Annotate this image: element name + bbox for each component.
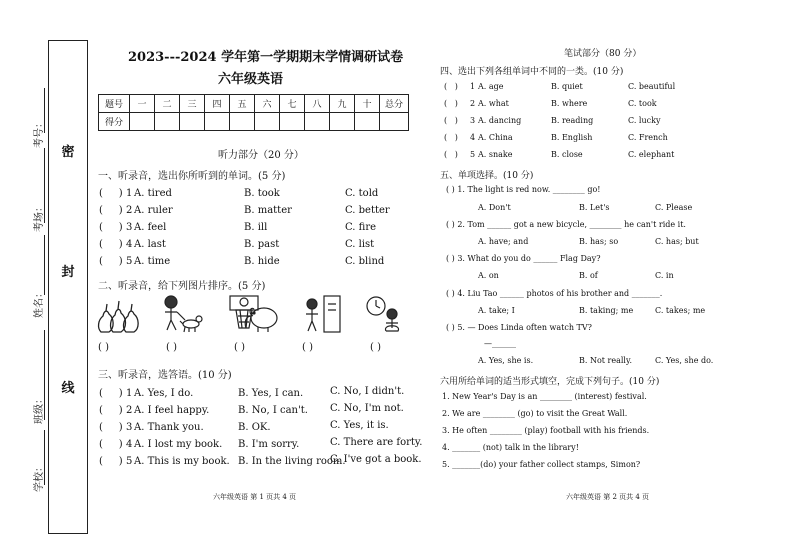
- score-header-cell: 八: [305, 95, 330, 113]
- option-c: C. No, I didn't.: [330, 386, 405, 397]
- option-a: A. China: [478, 133, 513, 142]
- option-c: C. fire: [345, 222, 377, 233]
- section6-title: 六用所给单词的适当形式填空，完成下列句子。(10 分): [440, 377, 660, 387]
- option-c: C. Please: [655, 203, 693, 212]
- option-a: A. ruler: [134, 205, 173, 216]
- section5-answer-line[interactable]: —______: [484, 339, 516, 348]
- score-cell[interactable]: [130, 113, 155, 131]
- section1-item-num: 2: [126, 205, 133, 216]
- score-header-cell: 一: [130, 95, 155, 113]
- section3-item-num: 1: [126, 388, 133, 399]
- section3-item-num: 3: [126, 422, 133, 433]
- section5-question[interactable]: ( ) 5. — Does Linda often watch TV?: [446, 323, 592, 332]
- section4-item-num: 3: [470, 116, 476, 125]
- option-b: B. Yes, I can.: [238, 388, 304, 399]
- option-c: C. There are forty.: [330, 437, 423, 448]
- section4-item-num: 5: [470, 150, 476, 159]
- section3-item-paren[interactable]: ( ): [99, 456, 123, 467]
- page-footer: 六年级英语 第 2 页共 4 页: [566, 493, 650, 501]
- option-a: A. tired: [134, 188, 172, 199]
- score-cell[interactable]: [180, 113, 205, 131]
- section1-item-paren[interactable]: ( ): [99, 188, 123, 199]
- section4-item-paren[interactable]: ( ): [444, 99, 458, 108]
- option-c: C. lucky: [628, 116, 661, 125]
- option-c: C. better: [345, 205, 390, 216]
- score-cell[interactable]: [280, 113, 305, 131]
- section5-question[interactable]: ( ) 4. Liu Tao ______ photos of his brother and _______.: [446, 289, 663, 298]
- section3-item-num: 5: [126, 456, 133, 467]
- option-c: C. blind: [345, 256, 385, 267]
- option-b: B. where: [551, 99, 588, 108]
- girl-with-dog-icon: [155, 294, 205, 334]
- score-cell[interactable]: [205, 113, 230, 131]
- score-cell[interactable]: [155, 113, 180, 131]
- fill-blank-item[interactable]: 4. _______ (not) talk in the library!: [442, 443, 579, 452]
- fill-blank-item[interactable]: 1. New Year's Day is an ________ (interest) festival.: [442, 392, 647, 401]
- option-b: B. Not really.: [579, 356, 632, 365]
- option-b: B. Let's: [579, 203, 610, 212]
- elephant-icon: [240, 294, 290, 334]
- option-b: B. No, I can't.: [238, 405, 308, 416]
- section4-item-paren[interactable]: ( ): [444, 150, 458, 159]
- score-header-cell: 总分: [380, 95, 409, 113]
- option-b: B. close: [551, 150, 583, 159]
- section4-title: 四、选出下列各组单词中不同的一类。(10 分): [440, 67, 624, 77]
- option-b: B. has; so: [579, 237, 619, 246]
- section5-question[interactable]: ( ) 1. The light is red now. ________ go!: [446, 185, 601, 194]
- section1-item-paren[interactable]: ( ): [99, 239, 123, 250]
- section1-item-num: 4: [126, 239, 133, 250]
- class-label: 班级：: [34, 394, 45, 424]
- section4-item-paren[interactable]: ( ): [444, 82, 458, 91]
- option-a: A. have; and: [478, 237, 529, 246]
- option-b: B. ill: [244, 222, 268, 233]
- section1-item-num: 1: [126, 188, 133, 199]
- option-a: A. on: [478, 271, 499, 280]
- option-a: A. last: [134, 239, 166, 250]
- score-header-cell: 二: [155, 95, 180, 113]
- section3-item-paren[interactable]: ( ): [99, 422, 123, 433]
- section4-item-num: 4: [470, 133, 476, 142]
- section4-item-paren[interactable]: ( ): [444, 133, 458, 142]
- score-header-cell: 六: [255, 95, 280, 113]
- option-c: C. list: [345, 239, 375, 250]
- option-c: C. I've got a book.: [330, 454, 422, 465]
- section3-title: 三、听录音，选答语。(10 分): [98, 370, 232, 381]
- pears-icon: [95, 294, 145, 334]
- score-row-label: 得分: [99, 113, 130, 131]
- score-header-cell: 九: [330, 95, 355, 113]
- boy-with-clock-icon: [362, 294, 412, 334]
- name-label: 姓名：: [34, 288, 45, 318]
- page-subtitle: 六年级英语: [218, 72, 284, 87]
- section1-item-num: 5: [126, 256, 133, 267]
- option-a: A. This is my book.: [134, 456, 230, 467]
- score-cell[interactable]: [255, 113, 280, 131]
- school-label: 学校：: [34, 462, 45, 492]
- score-table: [98, 94, 409, 131]
- option-a: A. dancing: [478, 116, 522, 125]
- section5-question[interactable]: ( ) 2. Tom ______ got a new bicycle, ________ he can't ride it.: [446, 220, 686, 229]
- option-a: A. Yes, I do.: [134, 388, 194, 399]
- seal-word-xian: 线: [61, 381, 75, 396]
- score-header-cell: 五: [230, 95, 255, 113]
- section1-item-num: 3: [126, 222, 133, 233]
- binding-line: [44, 235, 45, 295]
- option-a: A. I feel happy.: [134, 405, 210, 416]
- option-c: C. Yes, it is.: [330, 420, 389, 431]
- option-b: B. English: [551, 133, 593, 142]
- picture-order-paren[interactable]: ( ): [234, 342, 245, 353]
- section3-item-paren[interactable]: ( ): [99, 388, 123, 399]
- option-c: C. takes; me: [655, 306, 706, 315]
- option-a: A. age: [478, 82, 504, 91]
- section1-title: 一、听录音，选出你所听到的单词。(5 分): [98, 171, 286, 182]
- section1-item-paren[interactable]: ( ): [99, 222, 123, 233]
- page-footer: 六年级英语 第 1 页共 4 页: [213, 493, 297, 501]
- score-header-cell: 七: [280, 95, 305, 113]
- option-b: B. matter: [244, 205, 292, 216]
- score-cell[interactable]: [355, 113, 380, 131]
- fill-blank-item[interactable]: 2. We are ________ (go) to visit the Great Wall.: [442, 409, 628, 418]
- seal-word-mi: 密: [61, 145, 75, 160]
- option-c: C. French: [628, 133, 668, 142]
- section5-title: 五、单项选择。(10 分): [440, 171, 534, 181]
- option-c: C. beautiful: [628, 82, 676, 91]
- section5-question[interactable]: ( ) 3. What do you do ______ Flag Day?: [446, 254, 601, 263]
- children-at-door-icon: [298, 294, 348, 334]
- option-c: C. has; but: [655, 237, 699, 246]
- option-c: C. told: [345, 188, 379, 199]
- exam-number-label: 考号：: [34, 118, 45, 148]
- picture-order-paren[interactable]: ( ): [98, 342, 109, 353]
- option-c: C. No, I'm not.: [330, 403, 404, 414]
- section4-item-num: 1: [470, 82, 476, 91]
- section3-item-num: 2: [126, 405, 133, 416]
- option-a: A. take; I: [478, 306, 515, 315]
- option-b: B. quiet: [551, 82, 583, 91]
- option-c: C. in: [655, 271, 674, 280]
- option-a: A. I lost my book.: [134, 439, 223, 450]
- option-b: B. taking; me: [579, 306, 634, 315]
- option-b: B. past: [244, 239, 280, 250]
- option-b: B. reading: [551, 116, 594, 125]
- section3-item-num: 4: [126, 439, 133, 450]
- seal-word-feng: 封: [61, 265, 75, 280]
- score-header-cell: 题号: [99, 95, 130, 113]
- exam-room-label: 考场：: [34, 202, 45, 232]
- option-c: C. elephant: [628, 150, 675, 159]
- score-header-cell: 三: [180, 95, 205, 113]
- option-b: B. took: [244, 188, 280, 199]
- option-b: B. In the living room.: [238, 456, 346, 467]
- option-a: A. feel: [134, 222, 167, 233]
- option-a: A. time: [134, 256, 171, 267]
- option-b: B. I'm sorry.: [238, 439, 300, 450]
- option-c: C. took: [628, 99, 657, 108]
- seal-strip: [48, 40, 88, 534]
- score-header-cell: 四: [205, 95, 230, 113]
- score-cell[interactable]: [380, 113, 409, 131]
- option-b: B. hide: [244, 256, 280, 267]
- option-a: A. what: [478, 99, 509, 108]
- picture-order-paren[interactable]: ( ): [302, 342, 313, 353]
- option-a: A. snake: [478, 150, 513, 159]
- section1-item-paren[interactable]: ( ): [99, 256, 123, 267]
- score-cell[interactable]: [305, 113, 330, 131]
- section4-item-paren[interactable]: ( ): [444, 116, 458, 125]
- listening-header: 听力部分（20 分）: [218, 150, 304, 161]
- page-title: 2023---2024 学年第一学期期末学情调研试卷: [128, 50, 404, 65]
- option-a: A. Yes, she is.: [478, 356, 534, 365]
- picture-order-paren[interactable]: ( ): [166, 342, 177, 353]
- fill-blank-item[interactable]: 5. _______(do) your father collect stamps, Simon?: [442, 460, 641, 469]
- section4-item-num: 2: [470, 99, 476, 108]
- section1-item-paren[interactable]: ( ): [99, 205, 123, 216]
- option-c: C. Yes, she do.: [655, 356, 714, 365]
- score-header-cell: 十: [355, 95, 380, 113]
- option-b: B. OK.: [238, 422, 271, 433]
- section2-title: 二、听录音，给下列图片排序。(5 分): [98, 281, 266, 292]
- picture-order-paren[interactable]: ( ): [370, 342, 381, 353]
- option-b: B. of: [579, 271, 598, 280]
- option-a: A. Thank you.: [134, 422, 204, 433]
- option-a: A. Don't: [478, 203, 511, 212]
- writing-header: 笔试部分（80 分）: [564, 49, 642, 59]
- score-cell[interactable]: [230, 113, 255, 131]
- score-cell[interactable]: [330, 113, 355, 131]
- section3-item-paren[interactable]: ( ): [99, 439, 123, 450]
- fill-blank-item[interactable]: 3. He often ________ (play) football with his friends.: [442, 426, 650, 435]
- section3-item-paren[interactable]: ( ): [99, 405, 123, 416]
